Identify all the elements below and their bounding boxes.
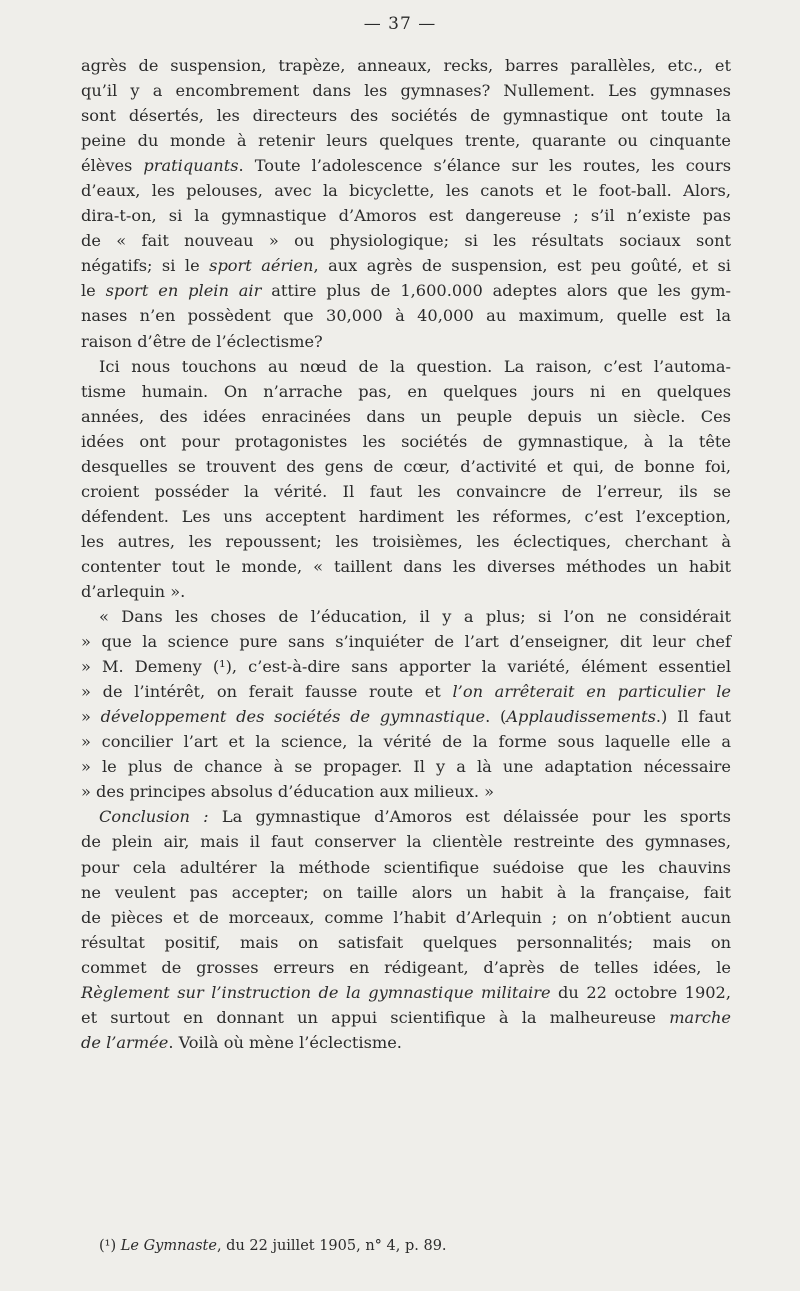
text-line — [81, 529, 731, 554]
text-segment: résultat positif, mais on satisfait quelques personnalités; mais on — [81, 932, 731, 952]
italic-text: Applaudissements — [506, 707, 656, 727]
text-line — [81, 829, 731, 854]
text-segment: ne veulent pas accepter; on taille alors un habit à la française, fait — [81, 882, 731, 902]
text-segment: et surtout en donnant un appui scientifique à la malheureuse — [81, 1007, 670, 1027]
text-segment: peine du monde à retenir leurs quelques trente, quarante ou cinquante — [81, 131, 731, 151]
text-segment: » M. Demeny (¹), c’est-à-dire sans apporter la variété, élément essentiel — [81, 657, 731, 677]
text-segment: » des principes absolus d’éducation aux milieux. » — [81, 782, 495, 802]
text-segment: tisme humain. On n’arrache pas, en quelques jours ni en quelques — [81, 381, 731, 401]
text-line — [81, 153, 731, 178]
italic-text: Règlement sur l’instruction de la gymnastique militaire — [81, 982, 551, 1002]
text-segment: . Voilà où mène l’éclectisme. — [168, 1032, 402, 1052]
text-segment: desquelles se trouvent des gens de cœur, d’activité et qui, de bonne foi, — [81, 456, 731, 476]
text-segment: , aux agrès de suspension, est peu goûté, et si — [313, 256, 731, 276]
italic-text: marche — [669, 1007, 731, 1027]
text-line — [81, 980, 731, 1005]
text-line — [81, 679, 731, 704]
text-line — [81, 704, 731, 729]
text-line — [81, 228, 731, 253]
text-segment: » que la science pure sans s’inquiéter de l’art d’enseigner, dit leur chef — [81, 632, 731, 652]
italic-text: sport aérien — [209, 256, 314, 276]
text-segment: « Dans les choses de l’éducation, il y a plus; si l’on ne considérait — [99, 607, 731, 627]
text-line — [81, 554, 731, 579]
text-segment: années, des idées enracinées dans un peuple depuis un siècle. Ces — [81, 406, 731, 426]
italic-text: développement des sociétés de gymnastique — [100, 707, 486, 727]
text-line — [81, 729, 731, 754]
text-line — [81, 203, 731, 228]
text-segment: de plein air, mais il faut conserver la clientèle restreinte des gymnases, — [81, 832, 731, 852]
text-segment: croient posséder la vérité. Il faut les convaincre de l’erreur, ils se — [81, 481, 731, 501]
text-segment: contenter tout le monde, « taillent dans les diverses méthodes un habit — [81, 556, 731, 576]
text-segment: de « fait nouveau » ou physiologique; si les résultats sociaux sont — [81, 231, 731, 251]
text-segment: (¹) — [99, 1238, 121, 1254]
text-line — [81, 905, 731, 930]
text-line — [81, 329, 731, 354]
text-segment: élèves — [81, 156, 144, 176]
text-line — [81, 504, 731, 529]
text-segment: .) Il faut — [655, 707, 731, 727]
text-segment: . Toute l’adolescence s’élance sur les routes, les cours — [238, 156, 731, 176]
text-line — [81, 804, 731, 829]
text-line — [81, 930, 731, 955]
text-line — [81, 604, 731, 629]
text-line — [81, 128, 731, 153]
text-segment: d’eaux, les pelouses, avec la bicyclette, les canots et le foot-ball. Alors, — [81, 181, 731, 201]
text-line — [81, 1030, 731, 1055]
text-segment: pour cela adultérer la méthode scientifique suédoise que les chauvins — [81, 857, 731, 877]
text-segment: de pièces et de morceaux, comme l’habit d’Arlequin ; on n’obtient aucun — [81, 907, 731, 927]
text-segment: dira-t-on, si la gymnastique d’Amoros est dangereuse ; s’il n’existe pas — [81, 206, 731, 226]
text-segment: négatifs; si le — [81, 256, 210, 276]
text-segment: » concilier l’art et la science, la vérité de la forme sous laquelle elle a — [81, 732, 731, 752]
text-segment: » le plus de chance à se propager. Il y a là une adaptation nécessaire — [81, 757, 731, 777]
text-segment: du 22 octobre 1902, — [550, 982, 731, 1002]
text-segment: La gymnastique d’Amoros est délaissée pour les sports — [208, 807, 731, 827]
text-segment: » de l’intérêt, on ferait fausse route et — [81, 682, 453, 702]
text-line — [81, 479, 731, 504]
text-line — [81, 754, 731, 779]
text-segment: , du 22 juillet 1905, n° 4, p. 89. — [216, 1238, 447, 1254]
text-line — [81, 1005, 731, 1030]
text-line — [81, 404, 731, 429]
page-number: — 37 — — [363, 14, 437, 34]
text-line — [81, 955, 731, 980]
italic-text: pratiquants — [143, 156, 239, 176]
text-segment: . ( — [485, 707, 507, 727]
text-segment: défendent. Les uns acceptent hardiment les réformes, c’est l’exception, — [81, 506, 731, 526]
text-line — [81, 880, 731, 905]
text-line — [81, 178, 731, 203]
text-line — [81, 354, 731, 379]
text-segment: agrès de suspension, trapèze, anneaux, recks, barres parallèles, etc., et — [81, 56, 731, 75]
text-line — [81, 779, 731, 804]
text-line — [81, 654, 731, 679]
text-segment: raison d’être de l’éclectisme? — [81, 331, 323, 351]
text-line — [81, 278, 731, 303]
text-segment: qu’il y a encombrement dans les gymnases? Nullement. Les gymnases — [81, 81, 731, 101]
text-line — [81, 454, 731, 479]
text-line — [81, 103, 731, 128]
footnote — [99, 1238, 447, 1254]
text-line — [81, 855, 731, 880]
text-line — [81, 629, 731, 654]
italic-text: sport en plein air — [105, 281, 262, 301]
text-segment: d’arlequin ». — [81, 581, 186, 601]
text-line — [81, 253, 731, 278]
text-segment: commet de grosses erreurs en rédigeant, d’après de telles idées, le — [81, 957, 731, 977]
text-segment: idées ont pour protagonistes les sociétés de gymnastique, à la tête — [81, 431, 731, 451]
text-segment: sont désertés, les directeurs des sociétés de gymnastique ont toute la — [81, 106, 731, 126]
text-segment: attire plus de 1,600.000 adeptes alors que les gym- — [261, 281, 732, 301]
text-line — [81, 379, 731, 404]
italic-text: Conclusion : — [99, 807, 209, 827]
text-line — [81, 429, 731, 454]
text-segment: le — [81, 281, 106, 301]
text-line — [81, 53, 731, 78]
text-segment: Ici nous touchons au nœud de la question. La raison, c’est l’automa- — [99, 356, 731, 376]
body-text — [81, 53, 731, 1055]
text-line — [81, 78, 731, 103]
text-segment: » — [81, 707, 101, 727]
text-segment: nases n’en possèdent que 30,000 à 40,000 au maximum, quelle est la — [81, 306, 731, 326]
text-line — [81, 303, 731, 328]
italic-text: Le Gymnaste — [120, 1238, 217, 1254]
text-line — [81, 579, 731, 604]
italic-text: de l’armée — [81, 1032, 169, 1052]
italic-text: l’on arrêterait en particulier le — [452, 682, 731, 702]
text-segment: les autres, les repoussent; les troisièmes, les éclectiques, cherchant à — [81, 531, 731, 551]
